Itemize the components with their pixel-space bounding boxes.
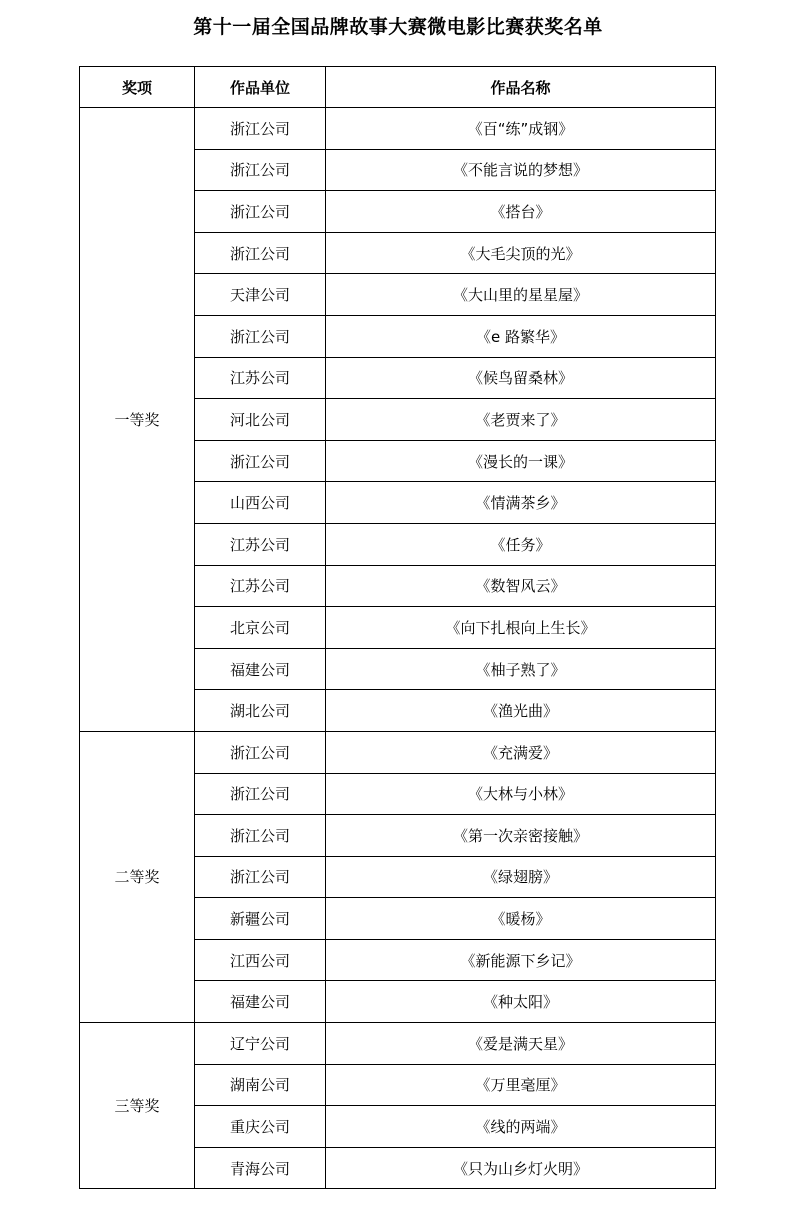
unit-cell: 福建公司 [195, 648, 326, 690]
work-title-cell: 《第一次亲密接触》 [326, 815, 716, 857]
unit-cell: 浙江公司 [195, 108, 326, 150]
unit-cell: 山西公司 [195, 482, 326, 524]
unit-cell: 江苏公司 [195, 357, 326, 399]
unit-cell: 浙江公司 [195, 191, 326, 233]
work-title-cell: 《候鸟留桑林》 [326, 357, 716, 399]
unit-cell: 浙江公司 [195, 440, 326, 482]
table-row [80, 731, 716, 773]
table-body [80, 108, 716, 1189]
work-title-cell: 《漫长的一课》 [326, 440, 716, 482]
unit-cell: 青海公司 [195, 1147, 326, 1189]
table-row [80, 108, 716, 150]
award-level-cell: 三等奖 [80, 1023, 195, 1189]
unit-cell: 浙江公司 [195, 773, 326, 815]
work-title-cell: 《情满茶乡》 [326, 482, 716, 524]
unit-cell: 浙江公司 [195, 815, 326, 857]
unit-cell: 天津公司 [195, 274, 326, 316]
unit-cell: 北京公司 [195, 607, 326, 649]
work-title-cell: 《大山里的星星屋》 [326, 274, 716, 316]
work-title-cell: 《线的两端》 [326, 1106, 716, 1148]
unit-cell: 浙江公司 [195, 149, 326, 191]
header-work: 作品名称 [326, 67, 716, 108]
work-title-cell: 《不能言说的梦想》 [326, 149, 716, 191]
unit-cell: 福建公司 [195, 981, 326, 1023]
work-title-cell: 《任务》 [326, 523, 716, 565]
work-title-cell: 《暖杨》 [326, 898, 716, 940]
work-title-cell: 《大毛尖顶的光》 [326, 232, 716, 274]
unit-cell: 浙江公司 [195, 232, 326, 274]
work-title-cell: 《渔光曲》 [326, 690, 716, 732]
work-title-cell: 《种太阳》 [326, 981, 716, 1023]
work-title-cell: 《万里毫厘》 [326, 1064, 716, 1106]
work-title-cell: 《搭台》 [326, 191, 716, 233]
award-level-cell: 二等奖 [80, 731, 195, 1022]
unit-cell: 新疆公司 [195, 898, 326, 940]
work-title-cell: 《e 路繁华》 [326, 315, 716, 357]
awards-table [79, 66, 716, 1189]
work-title-cell: 《柚子熟了》 [326, 648, 716, 690]
work-title-cell: 《向下扎根向上生长》 [326, 607, 716, 649]
table-header [80, 67, 716, 108]
work-title-cell: 《充满爱》 [326, 731, 716, 773]
unit-cell: 重庆公司 [195, 1106, 326, 1148]
work-title-cell: 《数智风云》 [326, 565, 716, 607]
unit-cell: 江西公司 [195, 939, 326, 981]
unit-cell: 浙江公司 [195, 731, 326, 773]
work-title-cell: 《绿翅膀》 [326, 856, 716, 898]
work-title-cell: 《只为山乡灯火明》 [326, 1147, 716, 1189]
unit-cell: 湖北公司 [195, 690, 326, 732]
work-title-cell: 《百“练”成钢》 [326, 108, 716, 150]
table-row [80, 1023, 716, 1065]
work-title-cell: 《爱是满天星》 [326, 1023, 716, 1065]
unit-cell: 辽宁公司 [195, 1023, 326, 1065]
award-level-cell: 一等奖 [80, 108, 195, 732]
page-title: 第十一届全国品牌故事大赛微电影比赛获奖名单 [193, 16, 603, 38]
unit-cell: 浙江公司 [195, 315, 326, 357]
unit-cell: 江苏公司 [195, 523, 326, 565]
work-title-cell: 《大林与小林》 [326, 773, 716, 815]
header-award: 奖项 [80, 67, 195, 108]
header-unit: 作品单位 [195, 67, 326, 108]
unit-cell: 江苏公司 [195, 565, 326, 607]
unit-cell: 浙江公司 [195, 856, 326, 898]
header-row [80, 67, 716, 108]
work-title-cell: 《新能源下乡记》 [326, 939, 716, 981]
work-title-cell: 《老贾来了》 [326, 399, 716, 441]
unit-cell: 河北公司 [195, 399, 326, 441]
unit-cell: 湖南公司 [195, 1064, 326, 1106]
